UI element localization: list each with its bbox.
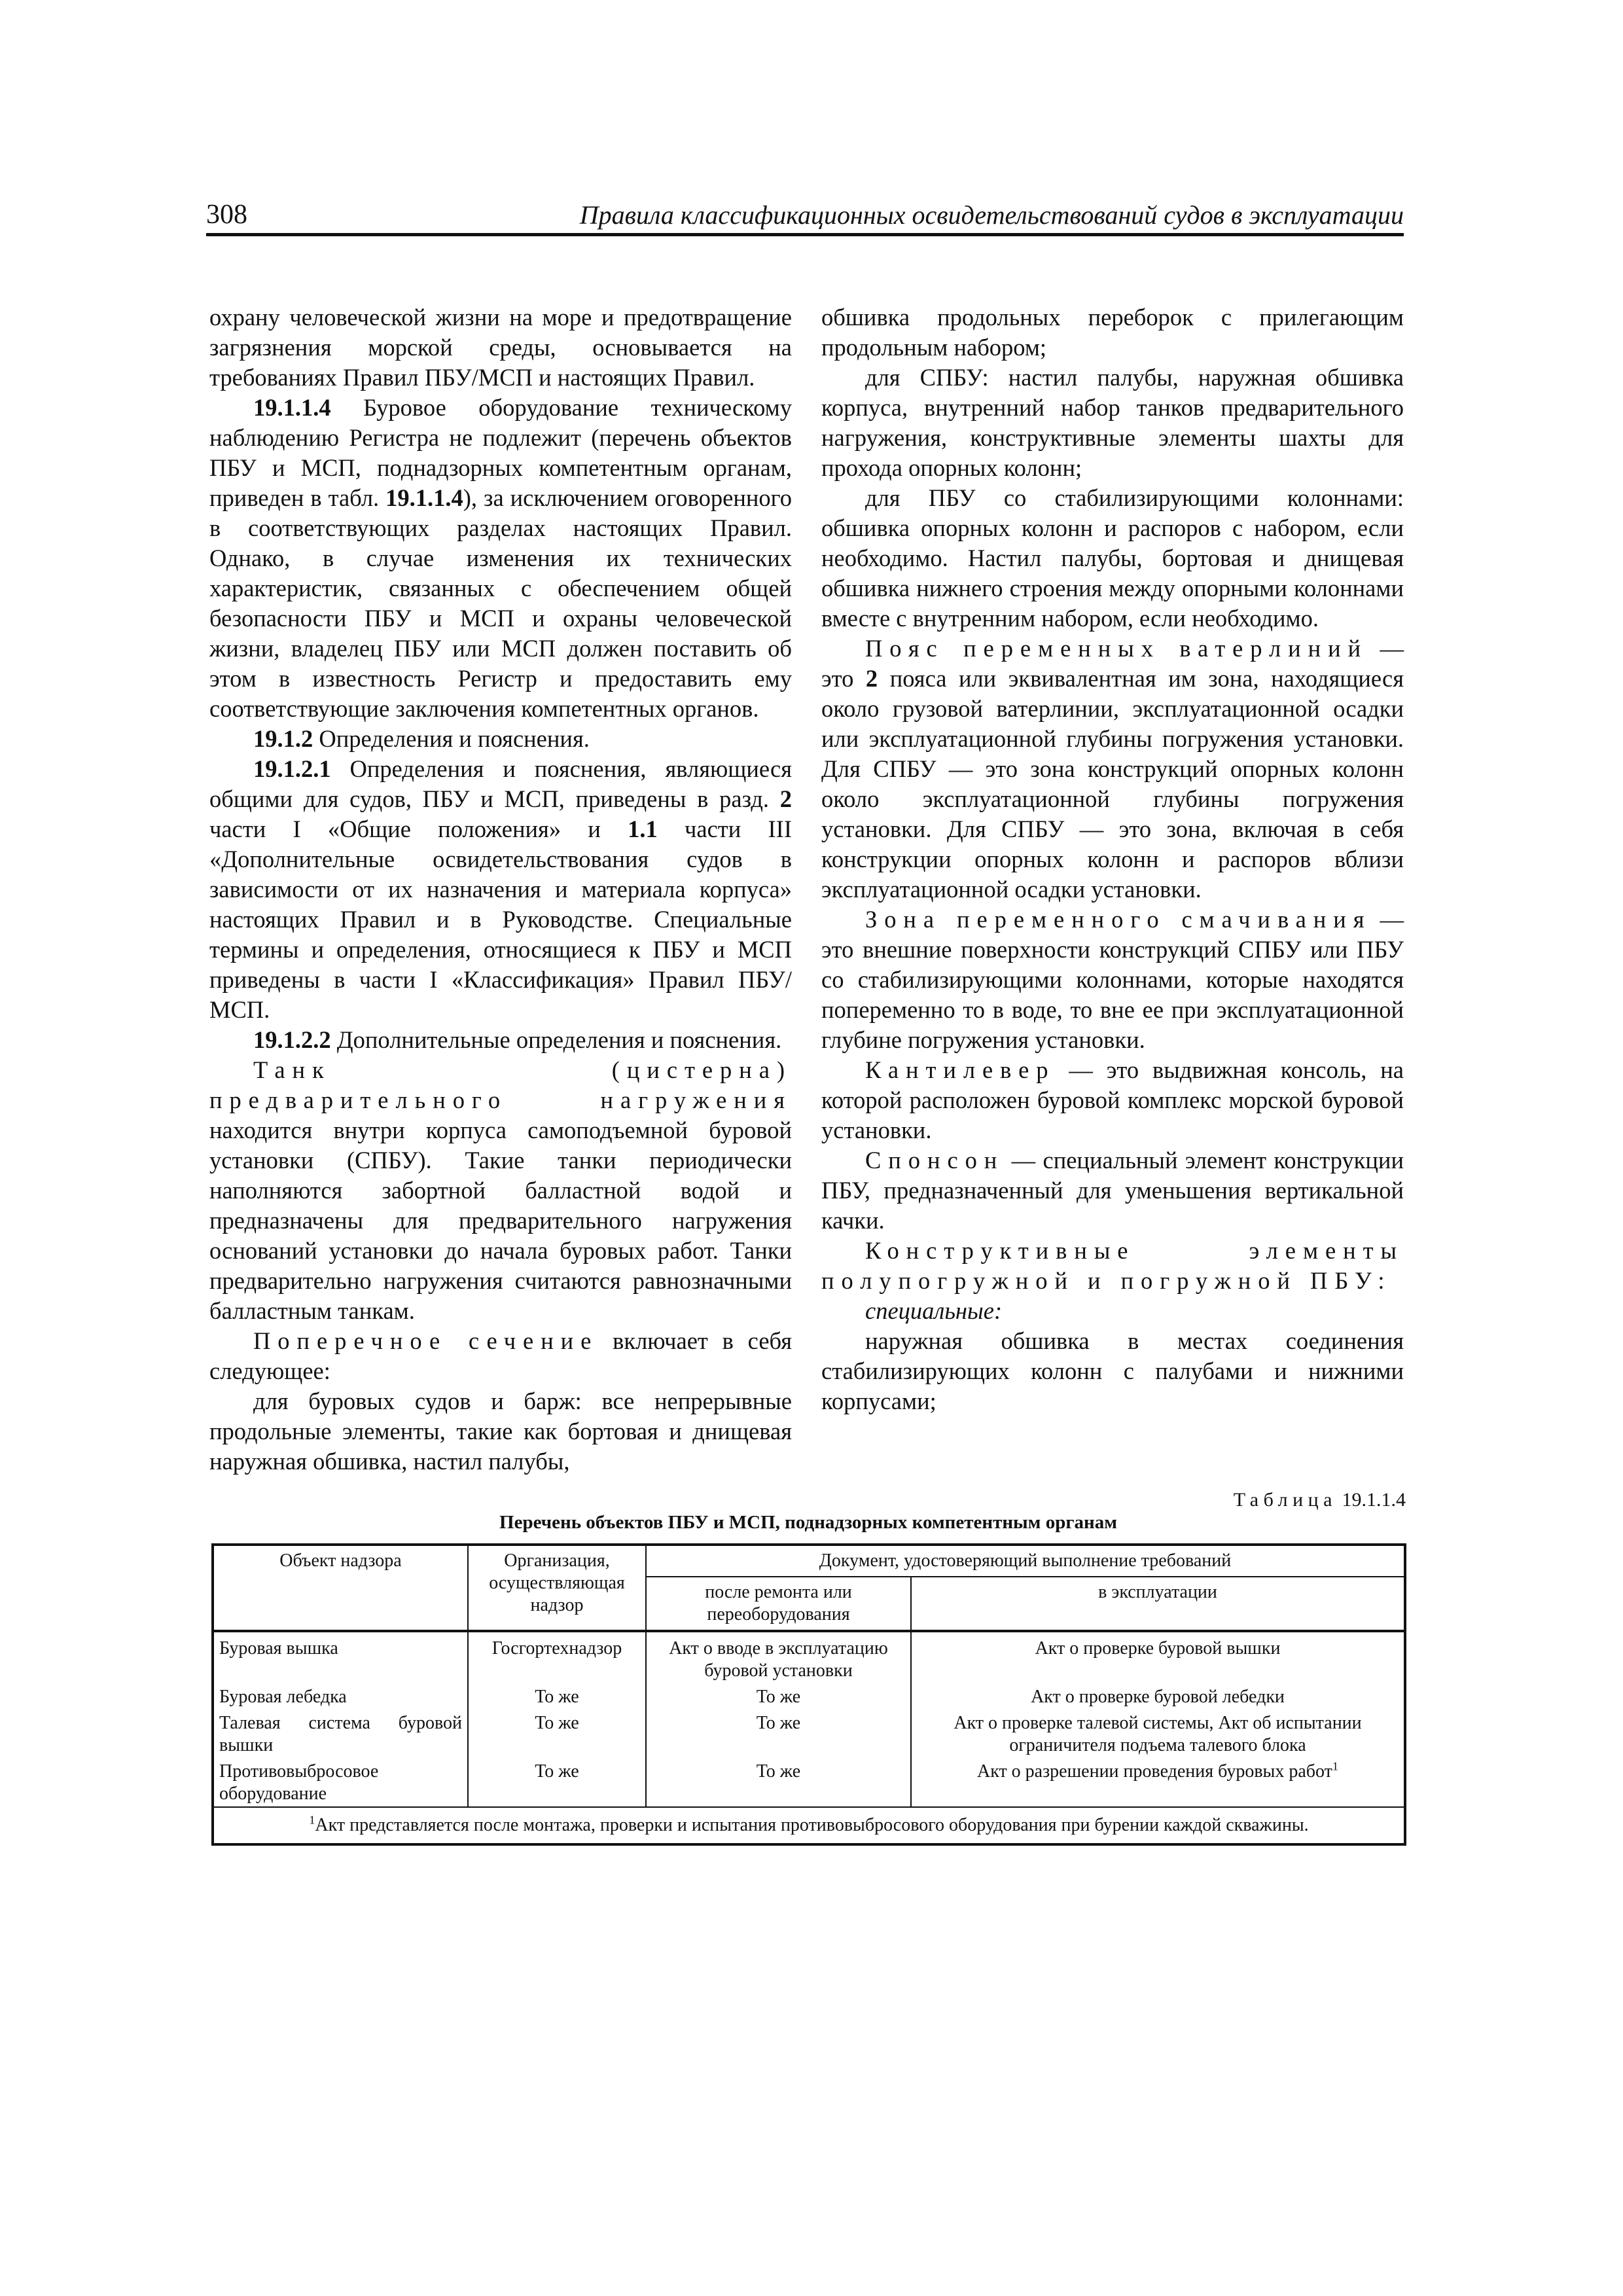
running-title: Правила классификационных освидетельствований судов в эксплуатации: [579, 200, 1404, 230]
supervision-table: [211, 1543, 1406, 1846]
defined-term: Танк (цистерна) предварительного нагружения: [209, 1056, 792, 1113]
definition: Зона переменного смачивания — это внешние поверхности конструкций СПБУ или ПБУ со стабилизирующими колоннами, которые находятся попеременно то в воде, то вне ее при эксплуатационной глубине погружения установки.: [821, 906, 1404, 1053]
paragraph: для ПБУ со стабилизирующими колоннами: обшивка опорных колонн и распоров с набором, если необходимо. Настил палубы, бортовая и днищевая обшивка нижнего строения между опорными колоннами вместе с внутренним набором, если необходимо.: [821, 484, 1404, 632]
defined-term: Поперечное сечение: [253, 1327, 599, 1354]
paragraph: для буровых судов и барж: все непрерывные продольные элементы, такие как бортовая и днищевая наружная обшивка, настил палубы,: [209, 1388, 792, 1475]
table-row: Талевая система буровой вышки То же То же Акт о проверке талевой системы, Акт об испытании ограничителя подъема талевого блока: [213, 1710, 1405, 1758]
table-row: Противовыбросовое оборудование То же То же Акт о разрешении проведения буровых работ$^1$: [213, 1758, 1405, 1807]
table-row: Буровая вышка Госгортехнадзор Акт о вводе в эксплуатацию буровой установки Акт о проверке буровой вышки: [213, 1631, 1405, 1683]
header-after-repair: после ремонта или переоборудования: [646, 1577, 911, 1631]
header-organization: Организация, осуществляющая надзор: [468, 1545, 646, 1631]
definition: Танк (цистерна) предварительного нагружения находится внутри корпуса самоподъемной буровой установки (СПБУ). Такие танки периодически наполняются забортной балластной водой и предназначены для предварительного нагружения оснований установки до начала буровых работ. Танки предварительно нагружения считаются равнозначными балластным танкам.: [209, 1056, 792, 1324]
definition: Пояс переменных ватерлиний — это 2 пояса или эквивалентная им зона, находящиеся около грузовой ватерлинии, эксплуатационной осадки или эксплуатационной глубины погружения установки. Для СПБУ — это зона конструкций опорных колонн около эксплуатационной глубины погружения установки. Для СПБУ — это зона, включая в себя конструкции опорных колонн и распоров вблизи эксплуатационной осадки установки.: [821, 635, 1404, 903]
defined-term: Зона переменного смачивания: [865, 906, 1372, 933]
left-column: [209, 302, 792, 1477]
table-reference: 19.1.1.4: [385, 484, 463, 511]
table-footnote: $^1$Акт представляется после монтажа, проверки и испытания противовыбросового оборудования при бурении каждой скважины.: [213, 1807, 1405, 1844]
section-heading: 19.1.2.2 Дополнительные определения и пояснения.: [253, 1026, 782, 1053]
paragraph: охрану человеческой жизни на море и предотвращение загрязнения морской среды, основывается на требованиях Правил ПБУ/МСП и настоящих Правил.: [209, 304, 792, 391]
page-number: 308: [206, 200, 247, 230]
table-title: Перечень объектов ПБУ и МСП, поднадзорных компетентным органам: [499, 1512, 1117, 1533]
right-column: [821, 302, 1404, 1416]
header-object: Объект надзора: [213, 1545, 468, 1631]
footnote-mark: 1: [1332, 1759, 1339, 1773]
definition: Поперечное сечение включает в себя следующее:: [209, 1327, 792, 1384]
defined-term: Спонсон: [865, 1147, 1005, 1174]
table-row: Буровая лебедка То же То же Акт о проверке буровой лебедки: [213, 1683, 1405, 1710]
paragraph: наружная обшивка в местах соединения стабилизирующих колонн с палубами и нижними корпусами;: [821, 1327, 1404, 1414]
defined-term: Пояс переменных ватерлиний: [865, 635, 1368, 662]
paragraph: обшивка продольных переборок с прилегающим продольным набором;: [821, 304, 1404, 361]
header-document: Документ, удостоверяющий выполнение требований: [646, 1545, 1405, 1577]
paragraph: специальные:: [865, 1297, 1003, 1324]
section-heading: 19.1.2 Определения и пояснения.: [253, 725, 590, 752]
table-label: Таблица 19.1.1.4: [1233, 1489, 1406, 1511]
defined-term: Кантилевер: [865, 1056, 1056, 1083]
paragraph: 19.1.2.1 Определения и пояснения, являющиеся общими для судов, ПБУ и МСП, приведены в разд. 2 части I «Общие положения» и 1.1 части III «Дополнительные освидетельствования судов в зависимости от их назначения и материала корпуса» настоящих Правил и в Руководстве. Специальные термины и определения, относящиеся к ПБУ и МСП приведены в части I «Классификация» Правил ПБУ/МСП.: [209, 755, 792, 1023]
definition: [821, 1236, 1404, 1296]
definition: Спонсон — специальный элемент конструкции ПБУ, предназначенный для уменьшения вертикальной качки.: [821, 1147, 1404, 1234]
page-header: [206, 194, 1404, 236]
defined-term: Конструктивные элементы полупогружной и погружной ПБУ:: [821, 1237, 1404, 1294]
clause-number: 19.1.1.4: [253, 394, 331, 421]
paragraph: 19.1.1.4 Буровое оборудование техническому наблюдению Регистра не подлежит (перечень объектов ПБУ и МСП, поднадзорных компетентным органам, приведен в табл. 19.1.1.4), за исключением оговоренного в соответствующих разделах настоящих Правил. Однако, в случае изменения их технических характеристик, связанных с обеспечением общей безопасности ПБУ и МСП и охраны человеческой жизни, владелец ПБУ или МСП должен поставить об этом в известность Регистр и предоставить ему соответствующие заключения компетентных органов.: [209, 394, 792, 722]
definition: Кантилевер — это выдвижная консоль, на которой расположен буровой комплекс морской буровой установки.: [821, 1056, 1404, 1143]
paragraph: для СПБУ: настил палубы, наружная обшивка корпуса, внутренний набор танков предварительного нагружения, конструктивные элементы шахты для прохода опорных колонн;: [821, 364, 1404, 481]
header-in-service: в эксплуатации: [911, 1577, 1405, 1631]
